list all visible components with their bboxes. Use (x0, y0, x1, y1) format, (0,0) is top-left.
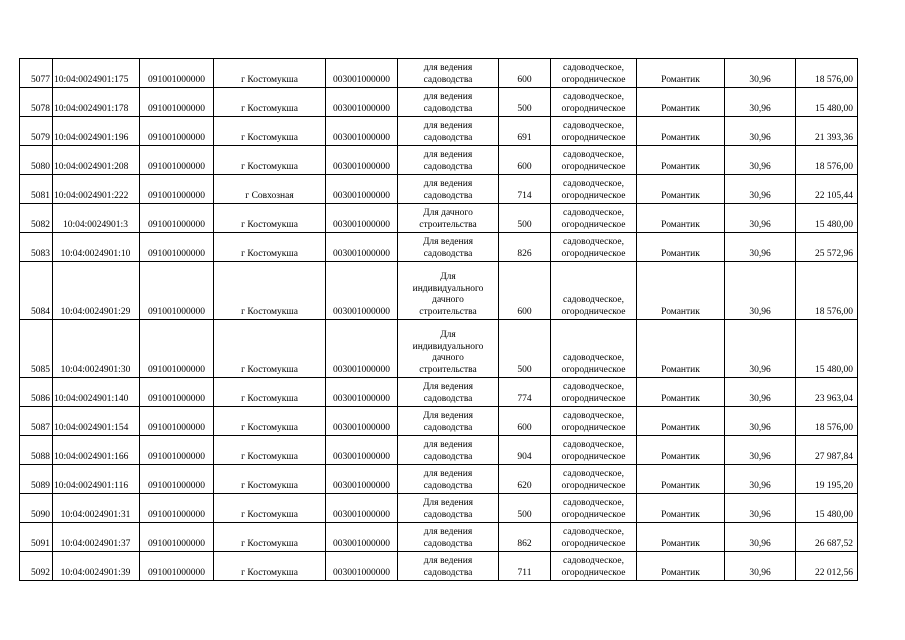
category-code-cell: 003001000000 (326, 523, 398, 552)
land-category-cell (551, 59, 637, 88)
partnership-name-cell: Романтик (637, 552, 725, 581)
land-category-cell (551, 146, 637, 175)
category-code-cell: 003001000000 (326, 320, 398, 378)
area-cell: 904 (499, 436, 551, 465)
row-number-cell: 5086 (20, 378, 53, 407)
partnership-name-cell: Романтик (637, 436, 725, 465)
locality-cell: г Костомукша (214, 494, 326, 523)
partnership-name-cell: Романтик (637, 233, 725, 262)
permitted-use-line: садоводства (423, 190, 473, 201)
okato-code-cell: 091001000000 (140, 320, 214, 378)
table-row (20, 436, 858, 465)
permitted-use-cell (398, 552, 499, 581)
land-category-line: огородническое (561, 248, 626, 259)
land-category-line: огородническое (561, 219, 626, 230)
area-cell: 500 (499, 320, 551, 378)
cadastral-value-cell: 15 480,00 (796, 494, 858, 523)
locality-cell: г Костомукша (214, 88, 326, 117)
cadastral-number-cell: 10:04:0024901:39 (53, 552, 140, 581)
area-cell: 620 (499, 465, 551, 494)
permitted-use-cell (398, 407, 499, 436)
area-cell: 714 (499, 175, 551, 204)
permitted-use-line: строительства (419, 219, 477, 230)
permitted-use-line: для ведения (423, 179, 473, 190)
land-category-line: огородническое (561, 306, 626, 317)
land-category-line: огородническое (561, 364, 626, 375)
row-number-cell: 5091 (20, 523, 53, 552)
table-row (20, 552, 858, 581)
rate-cell: 30,96 (725, 117, 796, 146)
table-row (20, 233, 858, 262)
cadastral-value-cell: 22 012,56 (796, 552, 858, 581)
land-category-cell (551, 175, 637, 204)
locality-cell: г Совхозная (214, 175, 326, 204)
rate-cell: 30,96 (725, 175, 796, 204)
okato-code-cell: 091001000000 (140, 407, 214, 436)
cadastral-value-cell: 18 576,00 (796, 262, 858, 320)
partnership-name-cell: Романтик (637, 378, 725, 407)
row-number-cell: 5088 (20, 436, 53, 465)
rate-cell: 30,96 (725, 494, 796, 523)
land-category-line: садоводческое, (563, 295, 624, 306)
rate-cell: 30,96 (725, 407, 796, 436)
land-category-line: огородническое (561, 74, 626, 85)
permitted-use-line: садоводства (423, 132, 473, 143)
permitted-use-cell (398, 378, 499, 407)
land-category-cell (551, 117, 637, 146)
partnership-name-cell: Романтик (637, 407, 725, 436)
table-row (20, 204, 858, 233)
cadastral-number-cell: 10:04:0024901:178 (53, 88, 140, 117)
area-cell: 500 (499, 88, 551, 117)
category-code-cell: 003001000000 (326, 146, 398, 175)
row-number-cell: 5092 (20, 552, 53, 581)
category-code-cell: 003001000000 (326, 378, 398, 407)
locality-cell: г Костомукша (214, 146, 326, 175)
rate-cell: 30,96 (725, 233, 796, 262)
cadastral-number-cell: 10:04:0024901:116 (53, 465, 140, 494)
permitted-use-cell (398, 146, 499, 175)
locality-cell: г Костомукша (214, 204, 326, 233)
cadastral-number-cell: 10:04:0024901:29 (53, 262, 140, 320)
permitted-use-cell (398, 175, 499, 204)
table-row (20, 175, 858, 204)
okato-code-cell: 091001000000 (140, 262, 214, 320)
area-cell: 600 (499, 262, 551, 320)
row-number-cell: 5082 (20, 204, 53, 233)
area-cell: 826 (499, 233, 551, 262)
permitted-use-cell (398, 233, 499, 262)
permitted-use-cell (398, 262, 499, 320)
row-number-cell: 5081 (20, 175, 53, 204)
cadastral-number-cell: 10:04:0024901:208 (53, 146, 140, 175)
land-category-cell (551, 552, 637, 581)
land-category-line: огородническое (561, 132, 626, 143)
okato-code-cell: 091001000000 (140, 378, 214, 407)
land-category-line: садоводческое, (563, 556, 624, 567)
permitted-use-line: садоводства (423, 422, 473, 433)
permitted-use-line: индивидуального (412, 283, 484, 294)
land-category-line: огородническое (561, 538, 626, 549)
cadastral-number-cell: 10:04:0024901:37 (53, 523, 140, 552)
permitted-use-line: садоводства (423, 538, 473, 549)
land-category-line: садоводческое, (563, 469, 624, 480)
locality-cell: г Костомукша (214, 465, 326, 494)
land-category-line: садоводческое, (563, 63, 624, 74)
cadastral-value-cell: 15 480,00 (796, 88, 858, 117)
permitted-use-line: дачного (432, 353, 464, 364)
cadastral-number-cell: 10:04:0024901:154 (53, 407, 140, 436)
rate-cell: 30,96 (725, 59, 796, 88)
land-category-cell (551, 523, 637, 552)
land-category-line: садоводческое, (563, 92, 624, 103)
permitted-use-line: строительства (419, 306, 477, 317)
land-category-line: огородническое (561, 422, 626, 433)
area-cell: 600 (499, 59, 551, 88)
permitted-use-line: для ведения (423, 440, 473, 451)
land-category-cell (551, 407, 637, 436)
locality-cell: г Костомукша (214, 407, 326, 436)
land-category-line: садоводческое, (563, 179, 624, 190)
permitted-use-line: Для дачного (423, 208, 473, 219)
locality-cell: г Костомукша (214, 552, 326, 581)
permitted-use-line: Для ведения (422, 237, 474, 248)
permitted-use-line: садоводства (423, 451, 473, 462)
permitted-use-line: Для ведения (422, 411, 474, 422)
permitted-use-line: садоводства (423, 480, 473, 491)
land-category-line: огородническое (561, 451, 626, 462)
land-plots-table (19, 58, 858, 581)
permitted-use-line: для ведения (423, 63, 473, 74)
permitted-use-line: Для ведения (422, 382, 474, 393)
land-category-line: огородническое (561, 509, 626, 520)
partnership-name-cell: Романтик (637, 204, 725, 233)
partnership-name-cell: Романтик (637, 465, 725, 494)
area-cell: 711 (499, 552, 551, 581)
land-category-cell (551, 465, 637, 494)
table-row (20, 59, 858, 88)
category-code-cell: 003001000000 (326, 233, 398, 262)
table-row (20, 320, 858, 378)
row-number-cell: 5078 (20, 88, 53, 117)
table-row (20, 146, 858, 175)
area-cell: 691 (499, 117, 551, 146)
category-code-cell: 003001000000 (326, 117, 398, 146)
partnership-name-cell: Романтик (637, 320, 725, 378)
rate-cell: 30,96 (725, 320, 796, 378)
permitted-use-line: садоводства (423, 161, 473, 172)
land-category-line: садоводческое, (563, 353, 624, 364)
locality-cell: г Костомукша (214, 262, 326, 320)
land-category-line: огородническое (561, 161, 626, 172)
area-cell: 862 (499, 523, 551, 552)
permitted-use-cell (398, 465, 499, 494)
land-category-cell (551, 494, 637, 523)
rate-cell: 30,96 (725, 378, 796, 407)
partnership-name-cell: Романтик (637, 175, 725, 204)
category-code-cell: 003001000000 (326, 262, 398, 320)
land-category-cell (551, 378, 637, 407)
area-cell: 600 (499, 407, 551, 436)
rate-cell: 30,96 (725, 552, 796, 581)
row-number-cell: 5083 (20, 233, 53, 262)
category-code-cell: 003001000000 (326, 552, 398, 581)
land-category-cell (551, 233, 637, 262)
category-code-cell: 003001000000 (326, 88, 398, 117)
permitted-use-line: Для (440, 272, 456, 283)
row-number-cell: 5085 (20, 320, 53, 378)
land-category-line: садоводческое, (563, 150, 624, 161)
permitted-use-line: для ведения (423, 92, 473, 103)
land-category-cell (551, 204, 637, 233)
land-category-cell (551, 262, 637, 320)
rate-cell: 30,96 (725, 88, 796, 117)
okato-code-cell: 091001000000 (140, 552, 214, 581)
table-row (20, 523, 858, 552)
cadastral-value-cell: 15 480,00 (796, 320, 858, 378)
cadastral-number-cell: 10:04:0024901:175 (53, 59, 140, 88)
cadastral-value-cell: 26 687,52 (796, 523, 858, 552)
land-category-cell (551, 436, 637, 465)
land-category-line: огородническое (561, 190, 626, 201)
land-category-line: огородническое (561, 567, 626, 578)
category-code-cell: 003001000000 (326, 175, 398, 204)
okato-code-cell: 091001000000 (140, 175, 214, 204)
land-category-line: садоводческое, (563, 440, 624, 451)
rate-cell: 30,96 (725, 465, 796, 494)
rate-cell: 30,96 (725, 436, 796, 465)
partnership-name-cell: Романтик (637, 59, 725, 88)
permitted-use-line: садоводства (423, 248, 473, 259)
area-cell: 600 (499, 146, 551, 175)
okato-code-cell: 091001000000 (140, 436, 214, 465)
category-code-cell: 003001000000 (326, 465, 398, 494)
row-number-cell: 5090 (20, 494, 53, 523)
permitted-use-cell (398, 494, 499, 523)
permitted-use-cell (398, 320, 499, 378)
permitted-use-cell (398, 88, 499, 117)
cadastral-number-cell: 10:04:0024901:222 (53, 175, 140, 204)
locality-cell: г Костомукша (214, 436, 326, 465)
partnership-name-cell: Романтик (637, 88, 725, 117)
permitted-use-cell (398, 117, 499, 146)
cadastral-number-cell: 10:04:0024901:30 (53, 320, 140, 378)
locality-cell: г Костомукша (214, 378, 326, 407)
partnership-name-cell: Романтик (637, 494, 725, 523)
cadastral-value-cell: 18 576,00 (796, 59, 858, 88)
permitted-use-line: садоводства (423, 103, 473, 114)
permitted-use-cell (398, 59, 499, 88)
permitted-use-line: для ведения (423, 556, 473, 567)
okato-code-cell: 091001000000 (140, 523, 214, 552)
cadastral-value-cell: 18 576,00 (796, 407, 858, 436)
category-code-cell: 003001000000 (326, 59, 398, 88)
locality-cell: г Костомукша (214, 59, 326, 88)
land-category-line: огородническое (561, 393, 626, 404)
cadastral-number-cell: 10:04:0024901:166 (53, 436, 140, 465)
row-number-cell: 5084 (20, 262, 53, 320)
land-category-line: садоводческое, (563, 237, 624, 248)
permitted-use-line: для ведения (423, 469, 473, 480)
cadastral-number-cell: 10:04:0024901:140 (53, 378, 140, 407)
rate-cell: 30,96 (725, 146, 796, 175)
okato-code-cell: 091001000000 (140, 146, 214, 175)
cadastral-number-cell: 10:04:0024901:196 (53, 117, 140, 146)
permitted-use-line: для ведения (423, 527, 473, 538)
row-number-cell: 5089 (20, 465, 53, 494)
partnership-name-cell: Романтик (637, 146, 725, 175)
cadastral-value-cell: 21 393,36 (796, 117, 858, 146)
table-row (20, 117, 858, 146)
row-number-cell: 5077 (20, 59, 53, 88)
okato-code-cell: 091001000000 (140, 88, 214, 117)
land-category-line: садоводческое, (563, 208, 624, 219)
land-category-line: садоводческое, (563, 121, 624, 132)
area-cell: 500 (499, 204, 551, 233)
permitted-use-line: для ведения (423, 150, 473, 161)
okato-code-cell: 091001000000 (140, 59, 214, 88)
permitted-use-line: садоводства (423, 509, 473, 520)
permitted-use-line: Для ведения (422, 498, 474, 509)
permitted-use-line: садоводства (423, 393, 473, 404)
table-row (20, 262, 858, 320)
permitted-use-line: строительства (419, 364, 477, 375)
cadastral-number-cell: 10:04:0024901:31 (53, 494, 140, 523)
permitted-use-line: индивидуального (412, 341, 484, 352)
area-cell: 774 (499, 378, 551, 407)
locality-cell: г Костомукша (214, 233, 326, 262)
cadastral-value-cell: 23 963,04 (796, 378, 858, 407)
permitted-use-line: садоводства (423, 74, 473, 85)
cadastral-number-cell: 10:04:0024901:3 (53, 204, 140, 233)
okato-code-cell: 091001000000 (140, 494, 214, 523)
land-category-line: садоводческое, (563, 382, 624, 393)
cadastral-value-cell: 22 105,44 (796, 175, 858, 204)
permitted-use-cell (398, 204, 499, 233)
cadastral-number-cell: 10:04:0024901:10 (53, 233, 140, 262)
row-number-cell: 5080 (20, 146, 53, 175)
locality-cell: г Костомукша (214, 117, 326, 146)
rate-cell: 30,96 (725, 204, 796, 233)
land-category-line: садоводческое, (563, 527, 624, 538)
cadastral-value-cell: 27 987,84 (796, 436, 858, 465)
okato-code-cell: 091001000000 (140, 233, 214, 262)
category-code-cell: 003001000000 (326, 494, 398, 523)
area-cell: 500 (499, 494, 551, 523)
category-code-cell: 003001000000 (326, 436, 398, 465)
category-code-cell: 003001000000 (326, 204, 398, 233)
land-category-cell (551, 320, 637, 378)
category-code-cell: 003001000000 (326, 407, 398, 436)
okato-code-cell: 091001000000 (140, 465, 214, 494)
land-category-line: садоводческое, (563, 411, 624, 422)
okato-code-cell: 091001000000 (140, 117, 214, 146)
locality-cell: г Костомукша (214, 523, 326, 552)
partnership-name-cell: Романтик (637, 117, 725, 146)
row-number-cell: 5087 (20, 407, 53, 436)
land-category-line: огородническое (561, 103, 626, 114)
land-category-line: огородническое (561, 480, 626, 491)
cadastral-value-cell: 19 195,20 (796, 465, 858, 494)
table-row (20, 465, 858, 494)
permitted-use-line: садоводства (423, 567, 473, 578)
cadastral-value-cell: 25 572,96 (796, 233, 858, 262)
permitted-use-cell (398, 436, 499, 465)
land-category-line: садоводческое, (563, 498, 624, 509)
table-row (20, 494, 858, 523)
table-row (20, 407, 858, 436)
permitted-use-cell (398, 523, 499, 552)
okato-code-cell: 091001000000 (140, 204, 214, 233)
rate-cell: 30,96 (725, 523, 796, 552)
partnership-name-cell: Романтик (637, 262, 725, 320)
table-row (20, 88, 858, 117)
cadastral-value-cell: 15 480,00 (796, 204, 858, 233)
table-row (20, 378, 858, 407)
locality-cell: г Костомукша (214, 320, 326, 378)
table-body (20, 59, 858, 581)
permitted-use-line: Для (440, 330, 456, 341)
land-category-cell (551, 88, 637, 117)
rate-cell: 30,96 (725, 262, 796, 320)
permitted-use-line: для ведения (423, 121, 473, 132)
partnership-name-cell: Романтик (637, 523, 725, 552)
permitted-use-line: дачного (432, 295, 464, 306)
row-number-cell: 5079 (20, 117, 53, 146)
cadastral-value-cell: 18 576,00 (796, 146, 858, 175)
